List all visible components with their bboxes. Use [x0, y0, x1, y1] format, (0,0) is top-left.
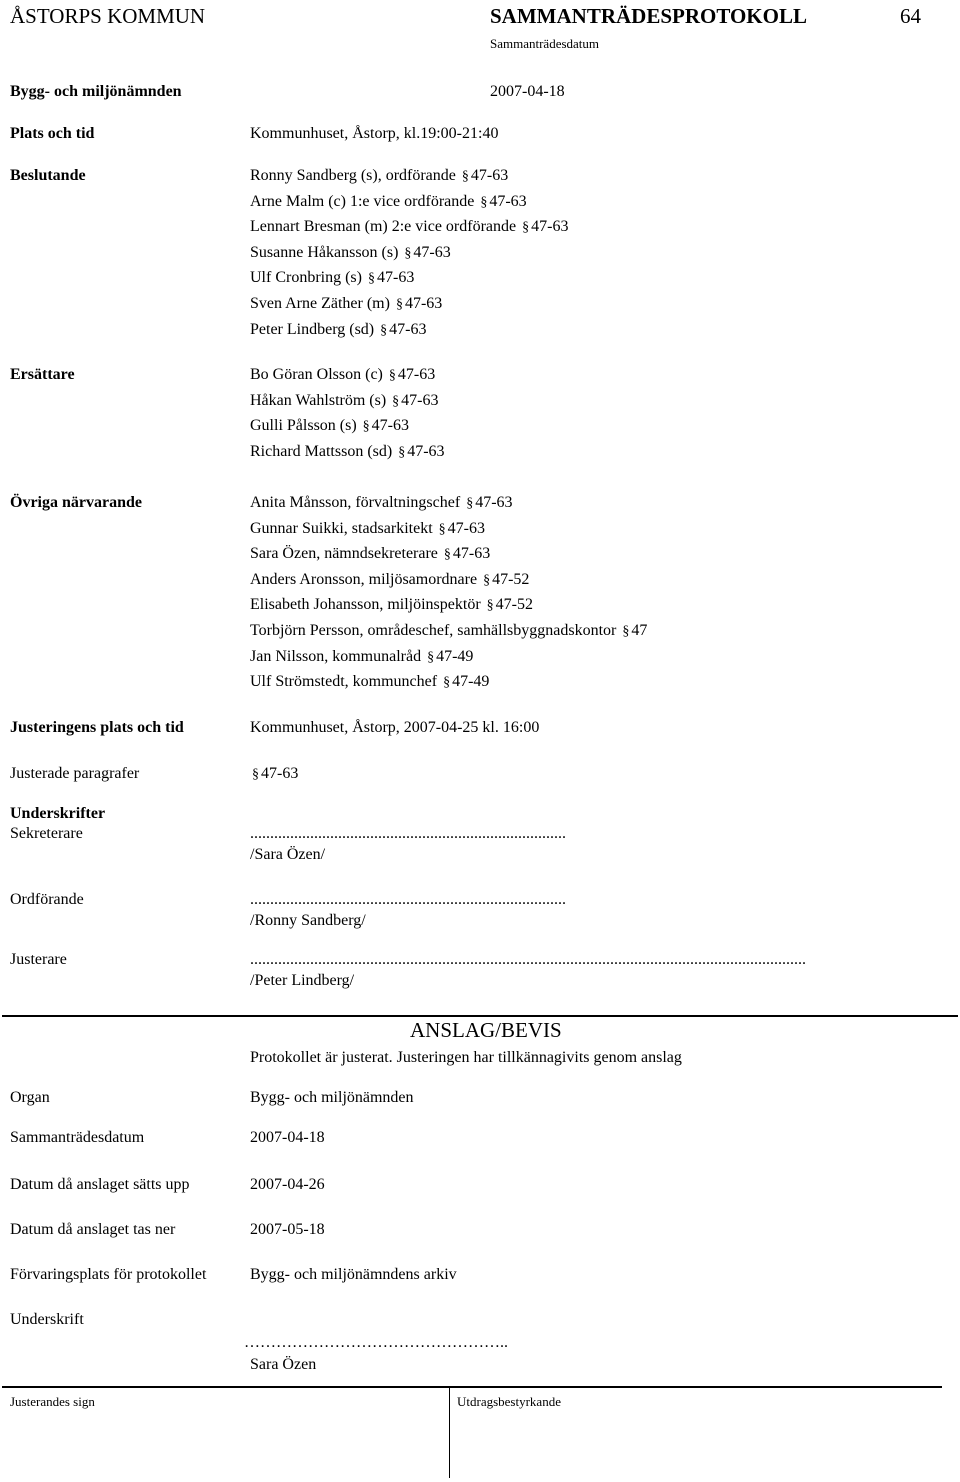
attendee-row [250, 367, 435, 383]
posted-date-value: 2007-04-26 [250, 1176, 325, 1193]
section-symbol: § [252, 767, 259, 782]
attendee-name: Sara Özen, nämndsekreterare [250, 545, 438, 563]
attendee-row [250, 418, 409, 434]
secretary-name: /Sara Özen/ [250, 846, 326, 863]
attendee-name: Gulli Pålsson (s) [250, 417, 357, 435]
footer-divider [449, 1386, 450, 1478]
attendee-paragraphs: 47-63 [531, 218, 569, 236]
section-symbol: § [486, 598, 494, 614]
municipality-name: ÅSTORPS KOMMUN [10, 4, 206, 28]
attendee-paragraphs: 47-63 [404, 295, 443, 312]
attendee-row [250, 194, 527, 210]
section-symbol: § [438, 521, 446, 537]
attendee-row [250, 322, 426, 338]
adjuster-name: /Peter Lindberg/ [250, 972, 355, 989]
attendee-paragraphs: 47-52 [492, 570, 530, 588]
section-symbol: § [443, 675, 451, 691]
attendee-name: Anders Aronsson, miljösamordnare [250, 570, 478, 588]
attendee-name: Bo Göran Olsson (c) [250, 366, 383, 383]
attendee-name: Håkan Wahlström (s) [250, 391, 387, 409]
attendee-row [250, 219, 568, 235]
removed-date-label: Datum då anslaget tas ner [10, 1221, 176, 1238]
attendee-row [250, 649, 473, 665]
others-label: Övriga närvarande [10, 494, 142, 511]
organ-label: Organ [10, 1089, 50, 1106]
attendee-paragraphs: 47-63 [447, 519, 485, 537]
notice-meeting-date-value: 2007-04-18 [250, 1129, 325, 1146]
meeting-date-heading: Sammanträdesdatum [490, 36, 600, 51]
secretary-label: Sekreterare [10, 825, 83, 842]
attendee-row [250, 270, 414, 286]
storage-value: Bygg- och miljönämndens arkiv [250, 1266, 457, 1283]
section-symbol: § [388, 368, 396, 383]
section-symbol: § [395, 297, 403, 312]
footer-top-line [2, 1386, 942, 1388]
attendee-name: Ulf Cronbring (s) [250, 269, 362, 287]
section-symbol: § [380, 322, 388, 338]
section-symbol: § [480, 194, 488, 210]
section-symbol: § [398, 444, 406, 460]
section-symbol: § [392, 393, 400, 409]
attendee-name: Jan Nilsson, kommunalråd [250, 647, 422, 665]
notice-statement: Protokollet är justerat. Justeringen har tillkännagivits genom anslag [250, 1049, 682, 1066]
attendee-row [250, 521, 485, 537]
section-symbol: § [622, 624, 630, 639]
posted-date-label: Datum då anslaget sätts upp [10, 1176, 190, 1193]
attendee-name: Gunnar Suikki, stadsarkitekt [250, 519, 433, 537]
attendee-paragraphs: 47-63 [401, 391, 439, 409]
attendee-paragraphs: 47-63 [407, 442, 445, 460]
attendee-name: Anita Månsson, förvaltningschef [250, 494, 461, 511]
attendee-paragraphs: 47-52 [495, 596, 533, 614]
attendee-name: Ronny Sandberg (s), ordförande [250, 167, 456, 184]
attendee-row [250, 674, 489, 690]
section-symbol: § [443, 547, 451, 563]
attendee-name: Susanne Håkansson (s) [250, 243, 399, 261]
adjusted-paragraphs-value: § 47-63 [252, 765, 299, 782]
attendee-paragraphs: 47-63 [397, 366, 436, 383]
notice-signature-name: Sara Özen [250, 1356, 317, 1373]
attendee-row [250, 623, 647, 639]
page-number: 64 [900, 4, 921, 28]
substitutes-label: Ersättare [10, 366, 75, 383]
attendee-name: Lennart Bresman (m) 2:e vice ordförande [250, 218, 517, 236]
attendee-name: Sven Arne Zäther (m) [250, 295, 390, 312]
attendee-paragraphs: 47-63 [371, 417, 409, 435]
section-symbol: § [522, 220, 530, 236]
attendee-paragraphs: 47-49 [452, 673, 490, 691]
attendee-paragraphs: 47-63 [470, 167, 509, 184]
attendee-paragraphs: 47-63 [489, 192, 527, 210]
document-title: SAMMANTRÄDESPROTOKOLL [490, 4, 807, 28]
notice-title: ANSLAG/BEVIS [410, 1018, 562, 1042]
chair-label: Ordförande [10, 891, 84, 908]
storage-label: Förvaringsplats för protokollet [10, 1266, 207, 1283]
attendee-paragraphs: 47-49 [436, 647, 474, 665]
notice-separator [2, 1015, 958, 1017]
attendee-row [250, 245, 451, 261]
attendee-row [250, 296, 442, 312]
section-symbol: § [362, 419, 370, 435]
adjuster-signature-line: ........................................................................................................................................... [250, 951, 806, 968]
organ-value: Bygg- och miljönämnden [250, 1089, 414, 1106]
attendee-row [250, 444, 445, 460]
adjusters-sign-label: Justerandes sign [10, 1394, 95, 1409]
attendee-name: Ulf Strömstedt, kommunchef [250, 673, 438, 691]
adjustment-label: Justeringens plats och tid [10, 719, 184, 736]
attendee-name: Elisabeth Johansson, miljöinspektör [250, 596, 481, 614]
secretary-signature-line: ............................................................................... [250, 825, 566, 842]
deciding-label: Beslutande [10, 167, 86, 184]
attendee-row [250, 572, 529, 588]
attendee-paragraphs: 47-63 [389, 320, 427, 338]
signature-label: Underskrift [10, 1311, 84, 1328]
attendee-name: Peter Lindberg (sd) [250, 320, 375, 338]
attendee-row [250, 393, 439, 409]
section-symbol: § [466, 496, 474, 511]
attendee-paragraphs: 47-63 [413, 243, 451, 261]
attendee-name: Torbjörn Persson, områdeschef, samhällsbyggnadskontor [250, 622, 617, 639]
adjusted-paragraphs-label: Justerade paragrafer [10, 765, 140, 782]
adjustment-value: Kommunhuset, Åstorp, 2007-04-25 kl. 16:00 [250, 719, 540, 736]
chair-signature-line: ............................................................................... [250, 891, 566, 908]
attendee-row [250, 495, 513, 511]
meeting-date: 2007-04-18 [490, 83, 565, 100]
attendee-paragraphs: 47 [631, 622, 648, 639]
attendee-name: Richard Mattsson (sd) [250, 442, 393, 460]
signatures-heading: Underskrifter [10, 805, 106, 822]
section-symbol: § [483, 572, 491, 588]
attendee-paragraphs: 47-63 [452, 545, 491, 563]
extract-certification-label: Utdragsbestyrkande [457, 1394, 561, 1409]
removed-date-value: 2007-05-18 [250, 1221, 325, 1238]
attendee-row [250, 546, 490, 562]
section-symbol: § [367, 271, 375, 287]
attendee-paragraphs: 47-63 [376, 269, 415, 287]
attendee-name: Arne Malm (c) 1:e vice ordförande [250, 192, 475, 210]
section-symbol: § [404, 245, 412, 261]
attendee-row [250, 597, 533, 613]
section-symbol: § [461, 169, 469, 184]
section-symbol: § [427, 649, 435, 665]
place-value: Kommunhuset, Åstorp, kl.19:00-21:40 [250, 125, 499, 142]
attendee-paragraphs: 47-63 [475, 494, 513, 511]
notice-signature-line: ………………………………………….. [244, 1334, 508, 1351]
attendee-row [250, 168, 508, 184]
chair-name: /Ronny Sandberg/ [250, 912, 366, 929]
place-label: Plats och tid [10, 125, 95, 142]
committee-name: Bygg- och miljönämnden [10, 83, 182, 100]
adjuster-label: Justerare [10, 951, 67, 968]
notice-meeting-date-label: Sammanträdesdatum [10, 1129, 145, 1146]
